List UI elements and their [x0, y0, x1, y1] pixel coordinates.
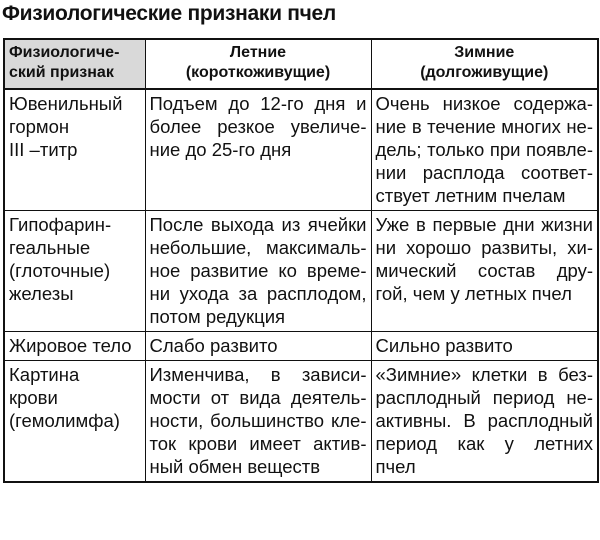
cell-line: ток крови имеет актив- — [149, 433, 367, 454]
cell-line: Ювенильный — [9, 93, 123, 114]
physiology-table — [3, 38, 599, 483]
cell-line: Уже в первые дни жизни — [375, 214, 593, 235]
page-title: Физиологические признаки пчел — [2, 2, 336, 25]
cell-line: активны. В расплодный — [375, 410, 593, 431]
table-row — [4, 211, 598, 332]
cell-line: период как у летних — [375, 433, 593, 454]
cell-feature — [4, 89, 145, 211]
cell-line: ный обмен веществ — [149, 456, 321, 477]
cell-feature — [4, 361, 145, 483]
header-summer-line: Летние — [229, 44, 287, 61]
cell-line: дель; только при появле- — [375, 139, 593, 160]
cell-feature — [4, 332, 145, 361]
cell-summer — [145, 332, 371, 361]
cell-line: Изменчива, в зависи- — [149, 364, 367, 385]
cell-line: гормон — [9, 116, 70, 137]
cell-line: более резкое увеличе- — [149, 116, 367, 137]
cell-line: (глоточные) — [9, 260, 111, 281]
table-row — [4, 332, 598, 361]
cell-line: геальные — [9, 237, 91, 258]
header-winter-line: Зимние — [454, 44, 515, 61]
table-header-row — [4, 39, 598, 89]
cell-summer — [145, 211, 371, 332]
cell-line: Картина — [9, 364, 80, 385]
header-winter — [371, 39, 598, 89]
header-summer — [145, 39, 371, 89]
header-feature-line: ский признак — [9, 64, 114, 81]
cell-line: ни ухода за расплодом, — [149, 283, 367, 304]
cell-line: мический состав дру- — [375, 260, 593, 281]
cell-line: Сильно развито — [375, 335, 513, 356]
cell-line: Гипофарин- — [9, 214, 112, 235]
cell-line: «Зимние» клетки в без- — [375, 364, 593, 385]
cell-winter — [371, 211, 598, 332]
header-feature — [4, 39, 145, 89]
cell-line: ни хорошо развиты, хи- — [375, 237, 593, 258]
header-feature-line: Физиологиче- — [9, 44, 120, 61]
header-summer-line: (короткоживущие) — [185, 64, 331, 81]
cell-line: мости от вида деятель- — [149, 387, 367, 408]
cell-line: Подъем до 12-го дня и — [149, 93, 367, 114]
cell-line: нии расплода соответ- — [375, 162, 593, 183]
cell-winter — [371, 361, 598, 483]
cell-winter — [371, 89, 598, 211]
cell-winter — [371, 332, 598, 361]
cell-line: ние в течение многих не- — [375, 116, 593, 137]
cell-line: Жировое тело — [9, 335, 132, 356]
cell-line: III –титр — [9, 139, 78, 160]
cell-line: расплодный период не- — [375, 387, 593, 408]
cell-line: небольшие, максималь- — [149, 237, 367, 258]
cell-line: После выхода из ячейки — [149, 214, 367, 235]
cell-line: (гемолимфа) — [9, 410, 120, 431]
cell-feature — [4, 211, 145, 332]
cell-line: Очень низкое содержа- — [375, 93, 593, 114]
cell-line: железы — [9, 283, 74, 304]
cell-line: крови — [9, 387, 58, 408]
cell-line: Слабо развито — [149, 335, 278, 356]
cell-line: пчел — [375, 456, 416, 477]
cell-line: ное развитие ко време- — [149, 260, 367, 281]
cell-line: ствует летним пчелам — [375, 185, 566, 206]
cell-line: ности, большинство кле- — [149, 410, 367, 431]
cell-line: гой, чем у летных пчел — [375, 283, 572, 304]
cell-line: потом редукция — [149, 306, 286, 327]
header-winter-line: (долгоживущие) — [420, 64, 549, 81]
cell-line: ние до 25-го дня — [149, 139, 292, 160]
table-row — [4, 361, 598, 483]
table-row — [4, 89, 598, 211]
cell-summer — [145, 89, 371, 211]
cell-summer — [145, 361, 371, 483]
